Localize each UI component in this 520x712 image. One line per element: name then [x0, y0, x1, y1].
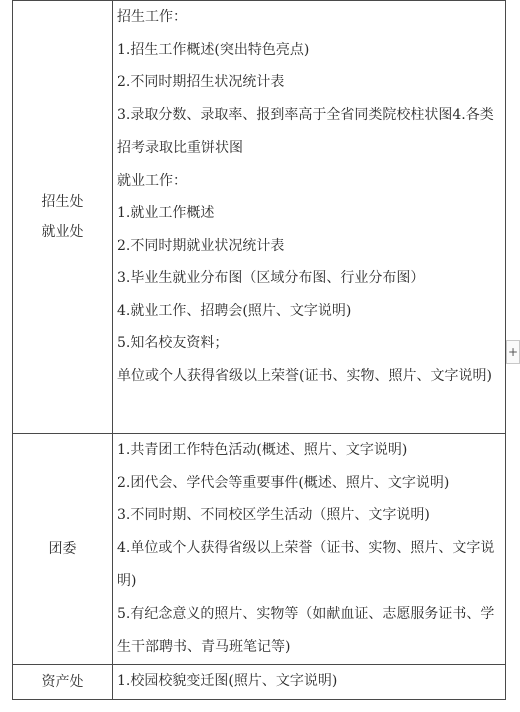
dept-label-line: 招生处 — [41, 194, 84, 210]
list-item: 4.单位或个人获得省级以上荣誉（证书、实物、照片、文字说明) — [117, 539, 495, 589]
list-item: 2.不同时期就业状况统计表 — [117, 237, 285, 254]
list-item: 3.录取分数、录取率、报到率高于全省同类院校柱状图4.各类招考录取比重饼状图 — [117, 106, 494, 156]
list-item: 5.知名校友资料； — [117, 335, 229, 351]
list-item: 1.就业工作概述 — [117, 205, 215, 221]
add-row-button[interactable]: + — [506, 340, 520, 364]
dept-label-line: 就业处 — [41, 224, 84, 240]
list-item: 2.团代会、学代会等重要事件(概述、照片、文字说明) — [117, 474, 450, 491]
list-item: 3.毕业生就业分布图（区域分布图、行业分布图） — [117, 270, 425, 286]
list-item: 1.校园校貌变迁图(照片、文字说明) — [117, 672, 338, 689]
dept-cell-admissions-employment — [13, 1, 113, 434]
list-item: 1.招生工作概述(突出特色亮点) — [117, 41, 310, 58]
table-row — [13, 434, 506, 665]
list-item: 招生工作： — [117, 9, 187, 25]
list-item: 3.不同时期、不同校区学生活动（照片、文字说明) — [117, 507, 430, 523]
dept-cell-assets — [13, 664, 113, 699]
content-cell-youth-league — [113, 434, 506, 665]
dept-label-line: 团委 — [48, 540, 77, 557]
content-cell-admissions-employment — [113, 1, 506, 434]
list-item: 1.共青团工作特色活动(概述、照片、文字说明) — [117, 442, 408, 458]
list-item: 2.不同时期招生状况统计表 — [117, 74, 285, 90]
list-item: 就业工作： — [117, 172, 187, 189]
dept-label-line: 资产处 — [41, 673, 84, 690]
dept-cell-youth-league — [13, 434, 113, 665]
list-item: 4.就业工作、招聘会(照片、文字说明) — [117, 302, 352, 319]
list-item: 5.有纪念意义的照片、实物等（如献血证、志愿服务证书、学生干部聘书、青马班笔记等) — [117, 605, 495, 655]
table-row — [13, 1, 506, 434]
content-cell-assets — [113, 664, 506, 699]
table-row — [13, 664, 506, 699]
archive-table — [12, 0, 506, 700]
list-item: 单位或个人获得省级以上荣誉(证书、实物、照片、文字说明) — [117, 367, 492, 384]
